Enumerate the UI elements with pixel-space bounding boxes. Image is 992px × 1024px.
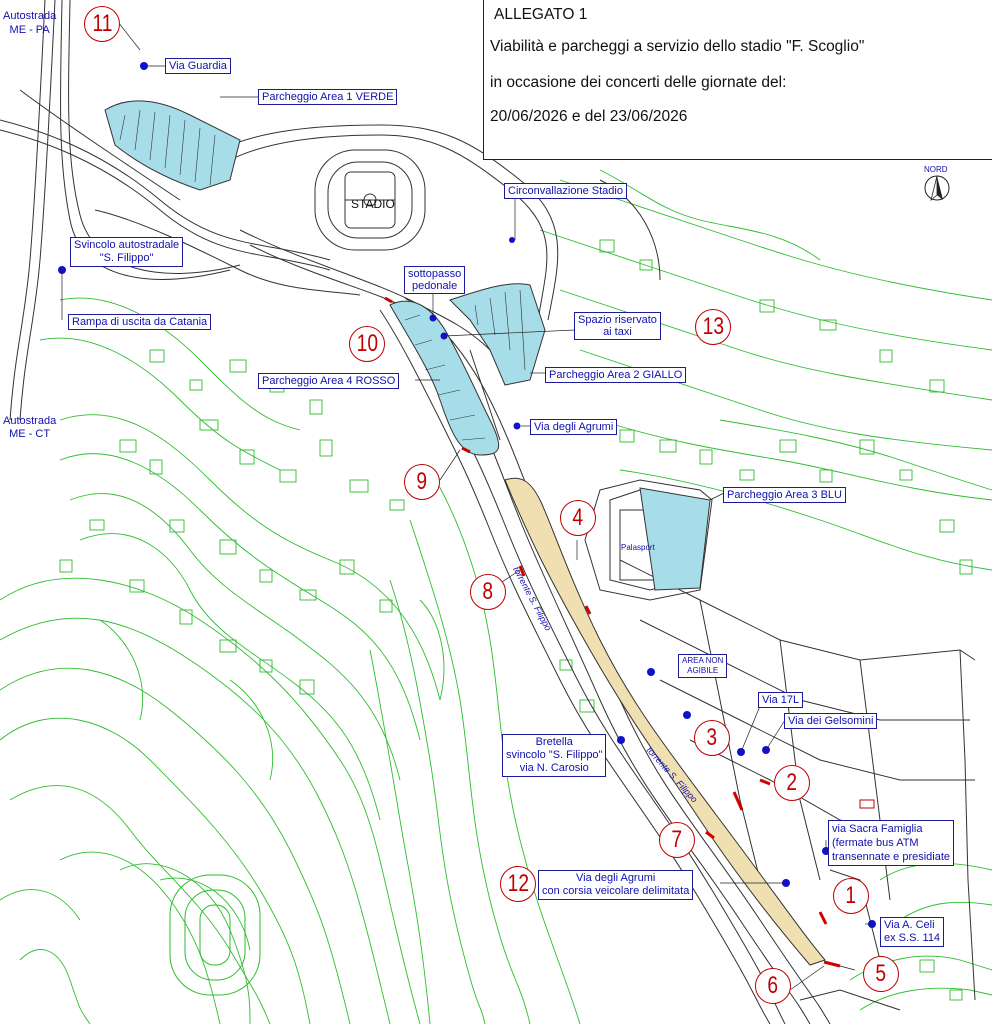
title-line-1: Viabilità e parcheggi a servizio dello stadio "F. Scoglio" [490, 38, 865, 55]
autostrada-me-ct-label: Autostrada ME - CT [3, 415, 57, 440]
marker-4: 4 [560, 500, 596, 536]
spazio-taxi-label: Spazio riservato ai taxi [574, 312, 661, 340]
sottopasso-label: sottopasso pedonale [404, 266, 465, 294]
marker-13: 13 [695, 309, 731, 345]
marker-6: 6 [755, 968, 791, 1004]
via-sacra-famiglia-label: via Sacra Famiglia (fermate bus ATM transennate e presidiate [828, 820, 954, 866]
rampa-label: Rampa di uscita da Catania [68, 314, 211, 330]
torrente-label-1: torrente S. Filippo [511, 565, 554, 633]
marker-10: 10 [349, 326, 385, 362]
autostrada-me-pa-label: Autostrada ME - PA [3, 10, 57, 36]
svincolo-label: Svincolo autostradale "S. Filippo" [70, 237, 183, 267]
palasport-label: Palasport [621, 543, 655, 552]
marker-3: 3 [694, 720, 730, 756]
marker-1: 1 [833, 878, 869, 914]
north-arrow-icon [925, 176, 949, 200]
marker-7: 7 [659, 822, 695, 858]
parcheggio-giallo-label: Parcheggio Area 2 GIALLO [545, 367, 686, 383]
title-block [483, 0, 992, 160]
via-celi-label: Via A. Celi ex S.S. 114 [880, 917, 944, 947]
via-agrumi-label: Via degli Agrumi [530, 419, 617, 435]
area-non-agibile-label: AREA NON AGIBILE [678, 654, 727, 678]
parking-area-1-verde [105, 101, 240, 190]
via-gelsomini-label: Via dei Gelsomini [784, 713, 877, 729]
torrente-label-2: torrente S. Filippo [644, 745, 700, 805]
parcheggio-blu-label: Parcheggio Area 3 BLU [723, 487, 846, 503]
marker-5: 5 [863, 956, 899, 992]
via-guardia-label: Via Guardia [165, 58, 231, 74]
marker-11: 11 [84, 6, 120, 42]
title-line-3: 20/06/2026 e del 23/06/2026 [490, 108, 688, 125]
circonvallazione-label: Circonvallazione Stadio [504, 183, 627, 199]
marker-12: 12 [500, 866, 536, 902]
bretella-label: Bretella svincolo "S. Filippo" via N. Carosio [502, 734, 606, 777]
marker-8: 8 [470, 574, 506, 610]
via-17l-label: Via 17L [758, 692, 803, 708]
marker-2: 2 [774, 765, 810, 801]
north-label: NORD [924, 165, 948, 174]
title-header: ALLEGATO 1 [494, 6, 588, 23]
via-agrumi-corsia-label: Via degli Agrumi con corsia veicolare delimitata [538, 870, 693, 900]
parcheggio-verde-label: Parcheggio Area 1 VERDE [258, 89, 397, 105]
title-line-2: in occasione dei concerti delle giornate del: [490, 74, 787, 91]
stadio-label: STADIO [351, 197, 395, 211]
parcheggio-rosso-label: Parcheggio Area 4 ROSSO [258, 373, 399, 389]
marker-9: 9 [404, 464, 440, 500]
